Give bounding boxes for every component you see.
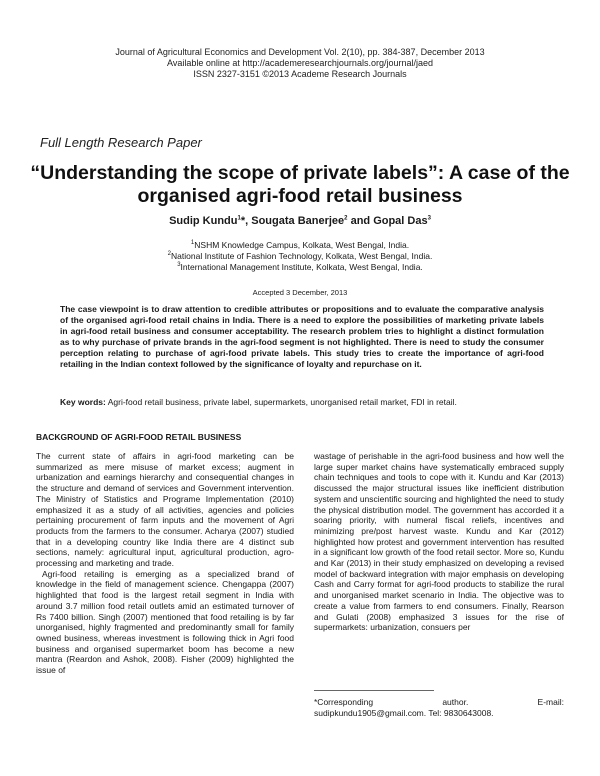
- journal-header: [0, 47, 600, 80]
- affiliation-item: [0, 262, 600, 273]
- affiliation-text: National Institute of Fashion Technology, Kolkata, West Bengal, India.: [171, 251, 433, 261]
- left-column: [36, 451, 294, 676]
- author-name: Sougata Banerjee: [251, 215, 345, 227]
- author-list: [0, 215, 600, 227]
- footnote-email-label: E-mail:: [537, 697, 564, 707]
- footnote-mid: author.: [442, 697, 469, 707]
- keywords-label: Key words:: [60, 397, 106, 407]
- corresponding-author-footnote: [314, 697, 564, 719]
- footnote-line: [314, 697, 564, 708]
- footnote-label: *Corresponding: [314, 697, 374, 707]
- right-column: [314, 451, 564, 633]
- body-paragraph: The current state of affairs in agri-food marketing can be summarized as mere misuse of market excess; augment in urbanization and earnings hierarchy and consequential changes in the structure and demand of services and Government intervention. The Ministry of Statistics and Programe Implementation (2010) emphasized it as a study of all activities, agencies and policies pertaining procurement of farm inputs and the movement of Agri products from the farmers to the consumer. Acharya (2007) studied that in a developing country like India there are 4 distinct sub sections, namely: agricultural input, agricultural production, agro-processing and marketing and trade.: [36, 451, 294, 569]
- journal-issn: ISSN 2327-3151 ©2013 Academe Research Journals: [193, 69, 407, 79]
- author-separator: and: [347, 215, 374, 227]
- affiliation-mark: 2: [167, 251, 172, 258]
- affiliation-item: [0, 251, 600, 262]
- affiliation-mark: 1: [190, 240, 195, 247]
- author-affiliation-mark: 2: [344, 215, 348, 222]
- paper-type-label: Full Length Research Paper: [40, 135, 202, 150]
- author-name: Gopal Das: [373, 215, 428, 227]
- body-paragraph: wastage of perishable in the agri-food business and how well the large super market chains have systematically embraced supply chain techniques and tools to cope with it. Kundu and Kar (2013) discussed the major structural issues like inefficient distribution system and unscientific sourcing and highlighted the need to study the physical distribution model. The government has accorded it a soaring priority, with numeral fiscal reliefs, incentives and minimizing pre/post harvest waste. Kundu and Kar (2012) highlighted how protest and government intervention has resulted in a significant low growth of the food retail sector. More so, Kundu and Kar (2013) in their study emphasized on developing a revised model of backward integration with major emphasis on developing Cash and Carry format for agri-food products to stabilize the rural and unorganised market scenario in India. The objective was to create a value from farmers to end consumers. Finally, Rearson and Gulati (2008) emphasized 3 issues for the rise of supermarkets: urbanization, consuers per: [314, 451, 564, 633]
- author-name: Sudip Kundu: [169, 215, 238, 227]
- footnote-divider: [314, 690, 434, 691]
- author-affiliation-mark: 3: [427, 215, 431, 222]
- affiliation-text: NSHM Knowledge Campus, Kolkata, West Bengal, India.: [194, 240, 410, 250]
- journal-url: Available online at http://academeresearchjournals.org/journal/jaed: [166, 58, 433, 68]
- affiliation-list: [0, 240, 600, 273]
- section-heading: BACKGROUND OF AGRI-FOOD RETAIL BUSINESS: [36, 432, 242, 442]
- body-paragraph: Agri-food retailing is emerging as a specialized brand of knowledge in the field of management science. Chengappa (2007) highlighted that food is the largest retail segment in India with around 3.7 million food retail outlets amid an estimated turnover of Rs 7400 billion. Singh (2007) mentioned that food retailing is by far unorganised, highly fragmented and predominantly small for family owned business, whereas investment is following thick in Agri food business and organised supermarket boom has become a new mantra (Reardon and Ashok, 2008). Fisher (2009) highlighted the issue of: [36, 568, 294, 676]
- affiliation-text: International Management Institute, Kolkata, West Bengal, India.: [180, 262, 423, 272]
- author-affiliation-mark: 1: [237, 215, 241, 222]
- affiliation-item: [0, 240, 600, 251]
- footnote-contact: sudipkundu1905@gmail.com. Tel: 9830643008.: [314, 708, 494, 718]
- journal-citation: Journal of Agricultural Economics and Development Vol. 2(10), pp. 384-387, December 2013: [115, 47, 485, 57]
- affiliation-mark: 3: [177, 262, 181, 269]
- paper-title: “Understanding the scope of private labels”: A case of the organised agri-food retail business: [30, 162, 570, 207]
- keywords: [60, 397, 544, 408]
- author-separator: *,: [240, 215, 252, 227]
- accepted-date: Accepted 3 December, 2013: [252, 288, 348, 297]
- abstract-text: The case viewpoint is to draw attention to credible attributes or propositions and to evaluate the comparative analysis of the organised agri-food retail chains in India. There is a need to explore the possibilities of marketing private labels in agri-food retail business and consumer acceptability. The research problem tries to highlight a distinct formulation as to why purchase of private brands in the agri-food segment is not highlighted. There is need to study the consumer perception relating to purchase of agri-food private labels. This study tries to create the importance of agri-food retailing in the Indian context followed by the significance of loyalty and repurchase on it.: [60, 304, 544, 369]
- keywords-text: Agri-food retail business, private label, supermarkets, unorganised retail market, FDI in retail.: [107, 397, 457, 407]
